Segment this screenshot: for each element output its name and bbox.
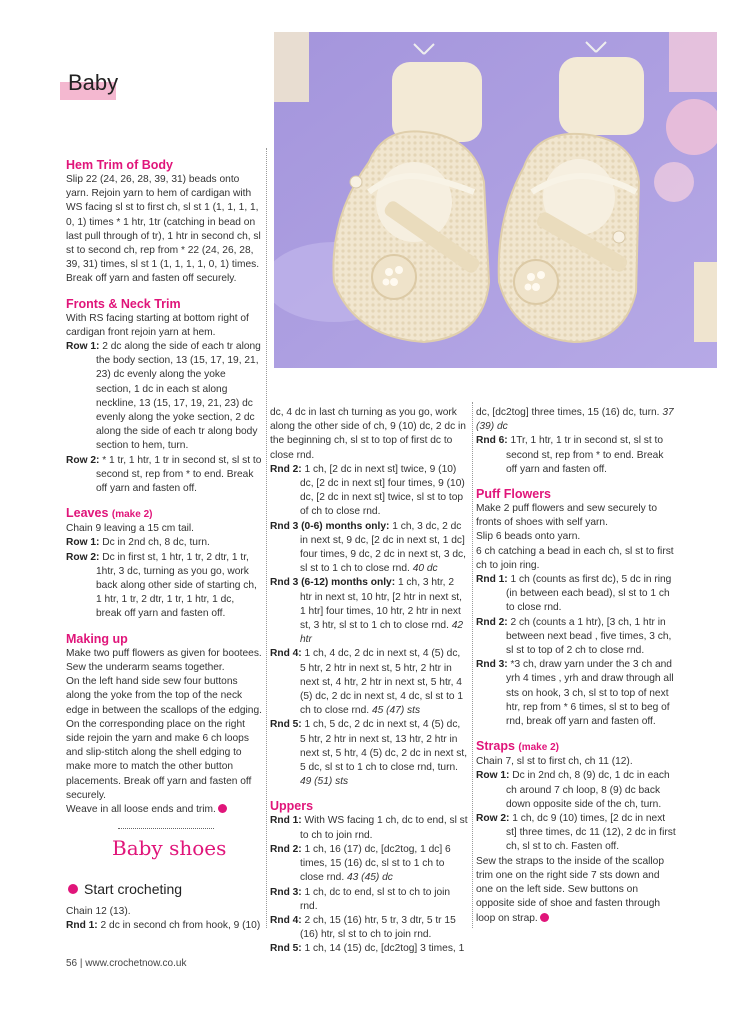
leaves-intro: Chain 9 leaving a 15 cm tail.	[66, 523, 194, 535]
fronts-row-1: Row 1: 2 dc along the side of each tr along the body section, 13 (15, 17, 19, 21, 23) dc evenly along the yoke section, 1 dc in each st along neckline, 13 (15, 17, 19, 21, 23) dc evenly along the yoke section, 2 dc along the side of each tr along body section to hem, turn.	[66, 341, 261, 452]
shoe-rnd-3a: Rnd 3 (0-6) months only: 1 ch, 3 dc, 2 dc in next st, 9 dc, [2 dc in next st, 1 dc] four times, 9 dc, 2 dc in next st, 3 dc, sl st to 1 ch to close rnd. 40 dc	[270, 520, 466, 575]
puff-rnd-1: Rnd 1: 1 ch (counts as first dc), 5 dc in ring (in between each bead), sl st to 1 ch to close rnd.	[476, 574, 672, 614]
column-3	[476, 406, 676, 926]
section-separator	[118, 828, 214, 829]
puff-flowers-heading: Puff Flowers	[476, 487, 552, 502]
leaves-row-1: Row 1: Dc in 2nd ch, 8 dc, turn.	[66, 537, 210, 549]
shoe-rnd-4: Rnd 4: 1 ch, 4 dc, 2 dc in next st, 4 (5) dc, 5 htr, 2 htr in next st, 5 htr, 2 htr in next st, 4 htr, 2 htr in next st, 5 htr, 4 (5) dc, 2 dc in next st, 4 dc, sl st to 1 ch to close rnd. 45 (47) sts	[270, 648, 464, 717]
leaves-row-2: Row 2: Dc in first st, 1 htr, 1 tr, 2 dtr, 1 tr, 1htr, 3 dc, turning as you go, work back along other side of starting ch, 1 htr, 1 tr, 2 dtr, 1 tr, 1 htr, 1 dc, break off yarn and fasten off.	[66, 551, 257, 620]
fronts-heading: Fronts & Neck Trim	[66, 296, 181, 311]
making-up-line-3: On the left hand side sew four buttons along the yoke from the top of the neck edge in between the scallops of the edging.	[66, 676, 262, 716]
page-number: 56	[66, 958, 78, 969]
puff-line-2: Slip 6 beads onto yarn.	[476, 531, 581, 543]
column-1	[66, 158, 262, 934]
column-divider-right	[472, 402, 473, 928]
page-footer	[66, 958, 186, 969]
baby-shoes-photo	[274, 32, 717, 368]
making-up-heading: Making up	[66, 631, 128, 646]
baby-shoes-illustration	[274, 32, 717, 368]
straps-row-1: Row 1: Dc in 2nd ch, 8 (9) dc, 1 dc in each ch around 7 ch loop, 8 (9) dc back down opposite side of the ch, turn.	[476, 770, 670, 810]
section-title: Baby	[68, 70, 119, 95]
straps-heading: Straps (make 2)	[476, 739, 559, 754]
straps-intro: Chain 7, sl st to first ch, ch 11 (12).	[476, 756, 633, 768]
start-crocheting-heading: Start crocheting	[68, 879, 262, 899]
baby-shoes-title: Baby shoes	[112, 836, 227, 861]
bullet-dot-icon	[68, 884, 78, 894]
leaves-heading: Leaves (make 2)	[66, 506, 153, 521]
fronts-intro: With RS facing starting at bottom right of cardigan front rejoin yarn at hem.	[66, 312, 249, 338]
footer-separator: |	[79, 958, 83, 969]
hem-text: Slip 22 (24, 26, 28, 39, 31) beads onto yarn. Rejoin yarn to hem of cardigan with WS facing sl st to first ch, sl st 1 (1, 1, 1, 1, 0, 1) times * 1 htr, 1tr (catching in bead on last pull through of tr), 1 htr in second ch, sl st to second ch, rep from * 22 (24, 26, 28, 39, 31) times, sl st 1 (1, 1, 1, 1, 0, 1) times. Break off yarn and fasten off securely.	[66, 174, 261, 285]
uppers-rnd-6: Rnd 6: 1Tr, 1 htr, 1 tr in second st, sl st to second st, rep from * to end. Break off yarn and fasten off.	[476, 435, 664, 475]
uppers-heading: Uppers	[270, 799, 314, 814]
making-up-line-5: Weave in all loose ends and trim.	[66, 803, 262, 817]
shoe-rnd-3b: Rnd 3 (6-12) months only: 1 ch, 3 htr, 2 htr in next st, 10 htr, [2 htr in next st, 1 htr] four times, 10 htr, 2 htr in next st, 3 htr, sl st to 1 ch to close rnd. 42 htr	[270, 577, 464, 646]
end-mark-icon	[540, 913, 549, 922]
uppers-rnd-2: Rnd 2: 1 ch, 16 (17) dc, [dc2tog, 1 dc] 6 times, 15 (16) dc, sl st to 1 ch to close rnd. 43 (45) dc	[270, 843, 451, 884]
making-up-line-1: Make two puff flowers as given for bootees.	[66, 647, 262, 659]
uppers-rnd-5: Rnd 5: 1 ch, 14 (15) dc, [dc2tog] 3 times, 1	[270, 943, 465, 955]
column-2	[270, 406, 468, 957]
shoe-rnd-1: Rnd 1: 2 dc in second ch from hook, 9 (10)	[66, 920, 261, 932]
shoe-rnd-2: Rnd 2: 1 ch, [2 dc in next st] twice, 9 (10) dc, [2 dc in next st] four times, 9 (10) dc, [2 dc in next st] twice, sl st to top of ch to close rnd.	[270, 463, 465, 518]
hem-heading: Hem Trim of Body	[66, 158, 173, 172]
straps-outro: Sew the straps to the inside of the scallop trim one on the right side 7 sts down and one on the left side. Sew buttons on opposite side of shoe and fasten through loop on strap.	[476, 855, 665, 924]
puff-line-1: Make 2 puff flowers and sew securely to fronts of shoes with self yarn.	[476, 503, 658, 529]
uppers-rnd-1: Rnd 1: With WS facing 1 ch, dc to end, sl st to ch to join rnd.	[270, 815, 468, 841]
end-mark-icon	[218, 804, 227, 813]
puff-rnd-3: Rnd 3: *3 ch, draw yarn under the 3 ch and yrh 4 times , yrh and draw through all sts on hook, 3 ch, sl st to top of next htr, rep from * 6 times, sl st to beg of rnd, break off yarn and fasten off.	[476, 659, 674, 728]
column-divider-left	[266, 148, 267, 928]
puff-line-3: 6 ch catching a bead in each ch, sl st to first ch to join ring.	[476, 545, 674, 571]
section-tab	[60, 70, 260, 100]
straps-row-2: Row 2: 1 ch, dc 9 (10) times, [2 dc in next st] three times, dc 11 (12), 2 dc in first ch, sl st to ch. Fasten off.	[476, 813, 676, 853]
rnd-5-continued: dc, [dc2tog] three times, 15 (16) dc, turn. 37 (39) dc	[476, 407, 674, 433]
chain-text: Chain 12 (13).	[66, 906, 131, 918]
making-up-line-4: On the corresponding place on the right side rejoin the yarn and make 6 ch loops and slip-stitch along the shell edging to make more to match the other button placements. Break off yarn and fasten off securely.	[66, 718, 252, 801]
puff-rnd-2: Rnd 2: 2 ch (counts a 1 htr), [3 ch, 1 htr in between next bead , five times, 3 ch, sl st to top of 2 ch to close rnd.	[476, 616, 672, 657]
uppers-rnd-4: Rnd 4: 2 ch, 15 (16) htr, 5 tr, 3 dtr, 5 tr 15 (16) htr, sl st to ch to join rnd.	[270, 914, 456, 941]
shoe-rnd-5: Rnd 5: 1 ch, 5 dc, 2 dc in next st, 4 (5) dc, 5 htr, 2 htr in next st, 13 htr, 2 htr in next st, 5 htr, 4 (5) dc, 2 dc in next st, 5 dc, sl st to 1 ch to close rnd, turn. 49 (51) sts	[270, 719, 468, 788]
website-link[interactable]: www.crochetnow.co.uk	[85, 958, 187, 969]
making-up-line-2: Sew the underarm seams together.	[66, 661, 225, 673]
rnd-1-continued: dc, 4 dc in last ch turning as you go, work along the other side of ch, 9 (10) dc, 2 dc in the beginning ch, sl st to top of first dc to close rnd.	[270, 407, 466, 461]
uppers-rnd-3: Rnd 3: 1 ch, dc to end, sl st to ch to join rnd.	[270, 886, 451, 912]
fronts-row-2: Row 2: * 1 tr, 1 htr, 1 tr in second st, sl st to second st, rep from * to end. Break off yarn and fasten off.	[66, 454, 262, 495]
